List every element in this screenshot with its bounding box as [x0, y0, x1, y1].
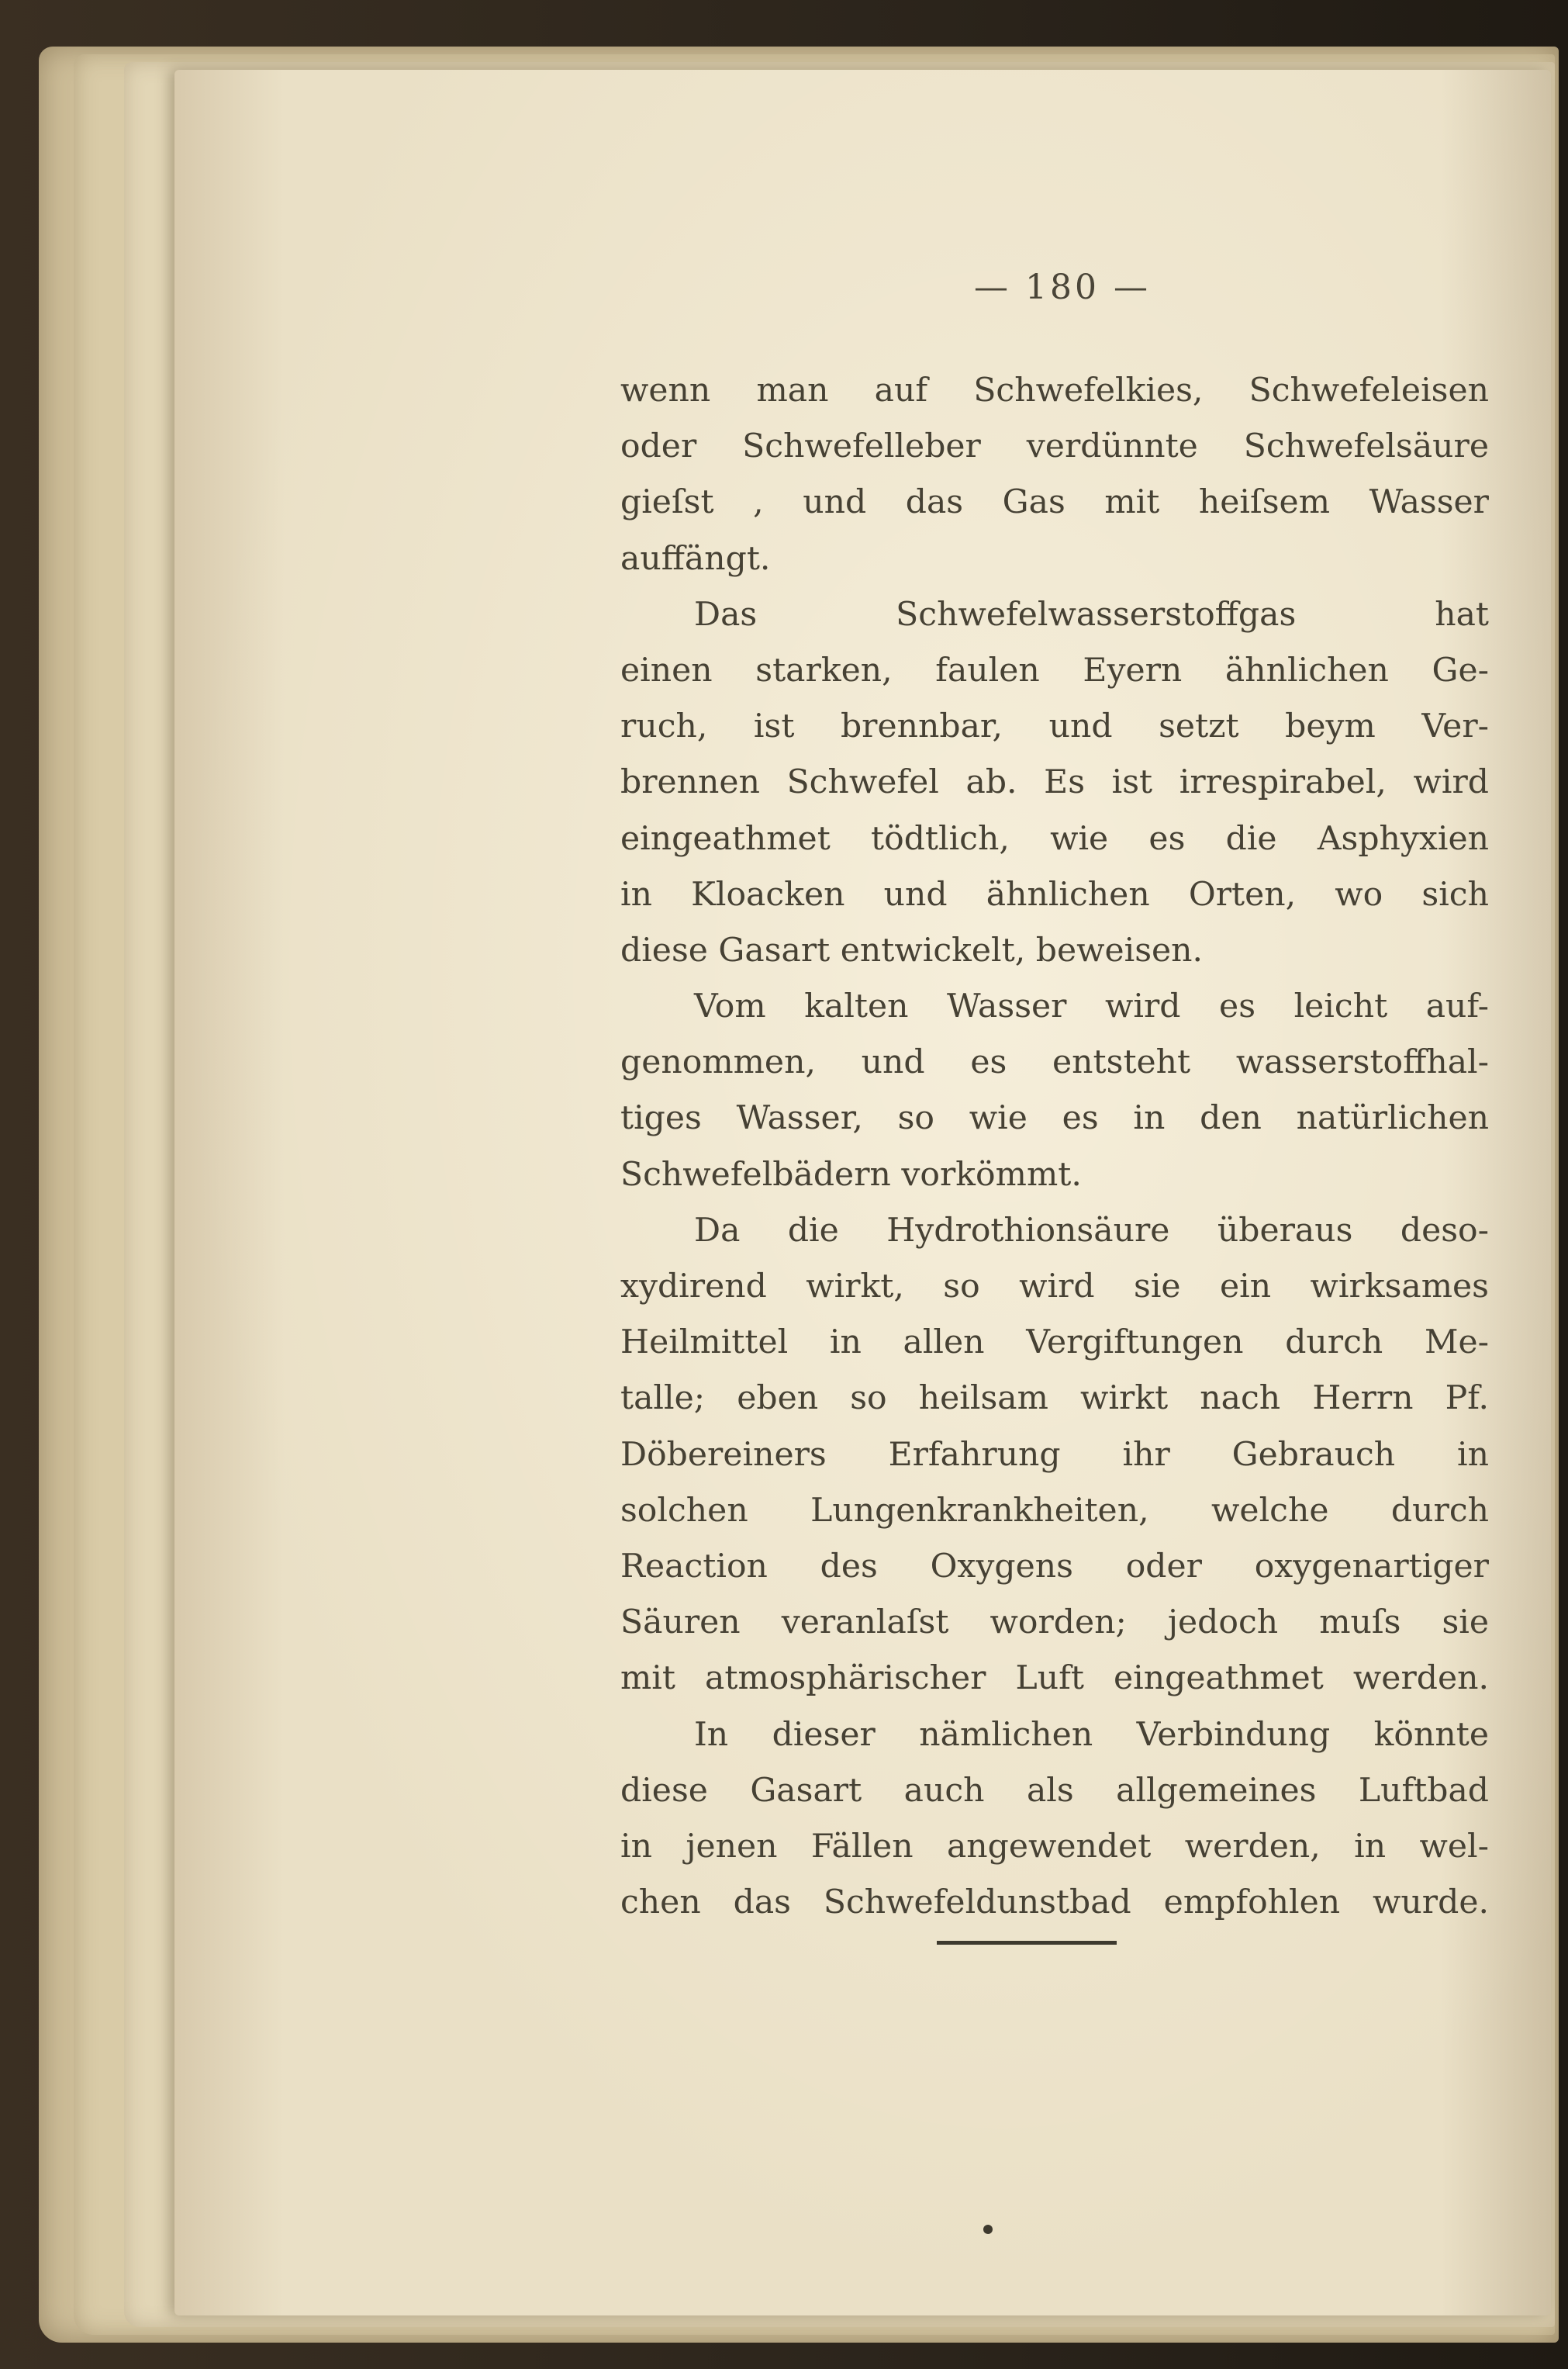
text-line: Säuren veranlaſst worden; jedoch muſs sie	[620, 1603, 1489, 1642]
text-line: eingeathmet tödtlich, wie es die Asphyxien	[620, 819, 1489, 858]
text-line: Reaction des Oxygens oder oxygenartiger	[620, 1547, 1489, 1586]
text-line: Heilmittel in allen Vergiftungen durch Me-	[620, 1323, 1489, 1362]
printer-dot-mark	[983, 2225, 993, 2234]
text-line: chen das Schwefeldunstbad empfohlen wurde.	[620, 1883, 1489, 1922]
text-line: Da die Hydrothionsäure überaus deso-	[694, 1211, 1489, 1250]
text-line: in Kloacken und ähnlichen Orten, wo sich	[620, 875, 1489, 914]
page-number: — 180 —	[974, 268, 1151, 307]
text-line: wenn man auf Schwefelkies, Schwefeleisen	[620, 372, 1489, 410]
text-line: Vom kalten Wasser wird es leicht auf-	[694, 987, 1489, 1026]
text-line: tiges Wasser, so wie es in den natürlichen	[620, 1099, 1489, 1138]
text-line: ruch, ist brennbar, und setzt beym Ver-	[620, 707, 1489, 746]
text-line: xydirend wirkt, so wird sie ein wirksames	[620, 1268, 1489, 1306]
text-line: mit atmosphärischer Luft eingeathmet werden.	[620, 1659, 1489, 1698]
text-line: brennen Schwefel ab. Es ist irrespirabel, wird	[620, 763, 1489, 802]
text-line: genommen, und es entsteht wasserstoffhal-	[620, 1043, 1489, 1082]
text-line: gieſst , und das Gas mit heiſsem Wasser	[620, 483, 1489, 522]
section-end-rule	[937, 1941, 1117, 1945]
text-line: auffängt.	[620, 539, 771, 578]
text-line: Döbereiners Erfahrung ihr Gebrauch in	[620, 1435, 1489, 1474]
text-line: In dieser nämlichen Verbindung könnte	[694, 1715, 1489, 1754]
text-line: diese Gasart entwickelt, beweisen.	[620, 931, 1204, 970]
text-line: in jenen Fällen angewendet werden, in wel-	[620, 1827, 1489, 1866]
text-line: Das Schwefelwasserstoffgas hat	[694, 595, 1489, 634]
text-line: solchen Lungenkrankheiten, welche durch	[620, 1491, 1489, 1530]
text-line: Schwefelbädern vorkömmt.	[620, 1155, 1082, 1194]
text-line: einen starken, faulen Eyern ähnlichen Ge-	[620, 651, 1489, 690]
text-line: oder Schwefelleber verdünnte Schwefelsäure	[620, 427, 1489, 466]
text-line: talle; eben so heilsam wirkt nach Herrn Pf.	[620, 1379, 1489, 1418]
body-text	[620, 363, 1489, 1931]
text-line: diese Gasart auch als allgemeines Luftbad	[620, 1771, 1489, 1810]
